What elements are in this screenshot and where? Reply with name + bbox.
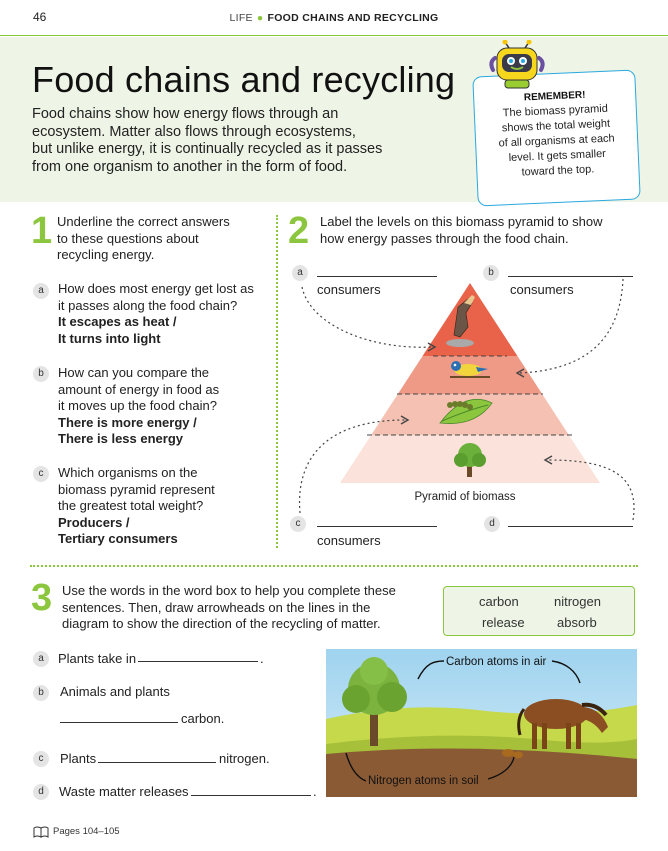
sentence-d-start: Waste matter releases [59,784,189,799]
item-letter-a: a [33,283,49,299]
sentence-d-end: . [313,784,317,799]
book-icon [33,826,49,838]
remember-line: shows the total weight [501,117,611,135]
question-1-instruction [57,214,267,264]
sentence-d-blank[interactable] [191,795,311,796]
intro-line: ecosystem. Matter also flows through ecosystems, [32,123,356,140]
sentence-c-start: Plants [60,751,97,766]
answer-option[interactable]: It escapes as heat / [58,314,177,329]
biomass-pyramid-diagram [280,255,645,555]
instruction-line: Label the levels on this biomass pyramid to show [320,214,603,229]
intro-line: Food chains show how energy flows through an [32,106,339,122]
intro-line: from one organism to another in the form of food. [32,158,348,175]
question-line: it passes along the food chain? [58,297,238,313]
answer-option[interactable]: Producers / [58,514,130,530]
remember-line: level. It gets smaller [508,147,607,165]
sentence-b-start: Animals and plants [60,684,170,699]
page-reference: Pages 104–105 [53,826,120,837]
answer-option[interactable]: It turns into light [58,330,161,346]
instruction-line: how energy passes through the food chain. [320,230,569,246]
sentence-b-blank[interactable] [60,722,178,723]
question-line: amount of energy in food as [58,381,220,397]
label-b-blank[interactable] [508,276,633,277]
label-b-suffix: consumers [510,282,574,297]
label-letter-a: a [292,265,308,281]
instruction-line: sentences. Then, draw arrowheads on the lines in the [62,599,371,615]
nitrogen-atoms-label: Nitrogen atoms in soil [368,775,479,787]
remember-box [472,70,641,207]
chapter-label: FOOD CHAINS AND RECYCLING [267,12,439,24]
sentence-c-blank[interactable] [98,762,216,763]
carbon-atoms-label: Carbon atoms in air [446,656,547,668]
instruction-line: to these questions about [57,230,199,246]
question-line: the greatest total weight? [58,498,204,513]
soil [326,749,637,797]
remember-line: The biomass pyramid [502,102,609,120]
label-a-blank[interactable] [317,276,437,277]
answer-option[interactable]: There is more energy / [58,414,197,430]
label-letter-c: c [290,516,306,532]
sentence-a-blank[interactable] [138,661,258,662]
question-line: it moves up the food chain? [58,398,217,413]
remember-text [485,101,629,182]
remember-line: of all organisms at each [498,132,615,150]
item-letter-a: a [33,651,49,667]
answer-option[interactable]: There is less energy [58,431,184,446]
label-letter-b: b [483,265,499,281]
question-1c [58,465,273,548]
word-box [443,586,635,636]
instruction-line: diagram to show the direction of the recycling of matter. [62,616,381,631]
question-line: How does most energy get lost as [58,281,254,296]
item-letter-c: c [33,751,49,767]
word-absorb: absorb [557,615,597,630]
sentence-a-end: . [260,651,264,666]
word-nitrogen: nitrogen [554,594,601,609]
page-number: 46 [33,10,47,24]
item-letter-b: b [33,685,49,701]
question-3-number: 3 [31,577,53,619]
sentence-a-start: Plants take in [58,651,137,666]
instruction-line: Use the words in the word box to help you complete these [62,583,396,598]
item-letter-b: b [33,366,49,382]
page-header [0,0,668,36]
separator-dot: ● [256,12,264,24]
answer-option[interactable]: Tertiary consumers [58,531,178,546]
label-c-blank[interactable] [317,526,437,527]
remember-heading: REMEMBER! [523,89,586,104]
instruction-line: recycling energy. [57,247,155,262]
question-1-number: 1 [31,210,53,252]
item-letter-d: d [33,784,49,800]
word-carbon: carbon [479,594,519,609]
intro-paragraph [32,106,407,176]
question-line: Which organisms on the [58,465,198,480]
question-1b [58,365,273,448]
column-divider [276,215,278,548]
question-line: biomass pyramid represent [58,481,215,497]
running-head [0,12,668,24]
page-title: Food chains and recycling [32,59,456,100]
label-d-blank[interactable] [508,526,633,527]
question-2-instruction [320,214,640,247]
robot-mascot-icon [487,40,547,90]
sentence-c-end: nitrogen. [219,751,270,766]
question-line: How can you compare the [58,365,210,380]
label-a-suffix: consumers [317,282,381,297]
label-letter-d: d [484,516,500,532]
item-letter-c: c [33,466,49,482]
question-3-instruction [62,583,442,633]
word-release: release [482,615,525,630]
pyramid-caption: Pyramid of biomass [414,491,516,503]
intro-line: but unlike energy, it is continually recycled as it passes [32,141,383,157]
section-label: LIFE [229,12,253,24]
remember-line: toward the top. [521,163,595,179]
section-divider [30,565,638,567]
label-c-suffix: consumers [317,533,381,548]
question-1a [58,281,273,347]
sentence-b-end: carbon. [181,711,225,726]
question-2-number: 2 [288,210,310,252]
instruction-line: Underline the correct answers [57,214,230,229]
